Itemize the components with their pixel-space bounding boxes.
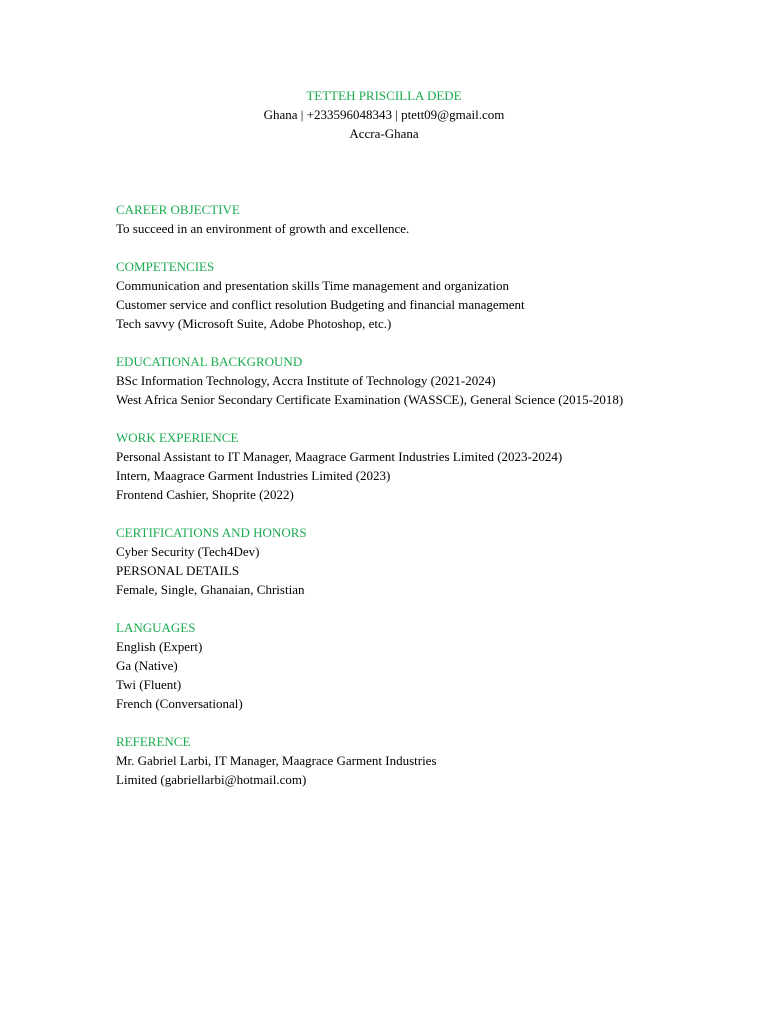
education-heading: EDUCATIONAL BACKGROUND: [116, 354, 303, 369]
education-line: BSc Information Technology, Accra Institute of Technology (2021-2024): [116, 373, 496, 388]
competency-line: Communication and presentation skills Time management and organization: [116, 278, 509, 293]
competencies-heading: COMPETENCIES: [116, 259, 215, 274]
work-experience-line: Frontend Cashier, Shoprite (2022): [116, 487, 294, 502]
work-experience-line: Intern, Maagrace Garment Industries Limited (2023): [116, 468, 391, 483]
certification-line: Cyber Security (Tech4Dev): [116, 544, 260, 559]
location-line: Accra-Ghana: [349, 126, 419, 141]
personal-details-heading: PERSONAL DETAILS: [116, 563, 240, 578]
work-experience-heading: WORK EXPERIENCE: [116, 430, 239, 445]
reference-line: Limited (gabriellarbi@hotmail.com): [116, 772, 307, 787]
personal-details-line: Female, Single, Ghanaian, Christian: [116, 582, 305, 597]
candidate-name: TETTEH PRISCILLA DEDE: [306, 88, 462, 103]
reference-heading: REFERENCE: [116, 734, 191, 749]
education-line: West Africa Senior Secondary Certificate Examination (WASSCE), General Science (2015-2018): [116, 392, 624, 407]
career-objective-text: To succeed in an environment of growth and excellence.: [116, 221, 410, 236]
language-item: English (Expert): [116, 639, 203, 654]
certifications-heading: CERTIFICATIONS AND HONORS: [116, 525, 307, 540]
competency-line: Tech savvy (Microsoft Suite, Adobe Photoshop, etc.): [116, 316, 392, 331]
language-item: Twi (Fluent): [116, 677, 182, 692]
work-experience-line: Personal Assistant to IT Manager, Maagrace Garment Industries Limited (2023-2024): [116, 449, 563, 464]
contact-line: Ghana | +233596048343 | ptett09@gmail.com: [263, 107, 505, 122]
reference-line: Mr. Gabriel Larbi, IT Manager, Maagrace Garment Industries: [116, 753, 437, 768]
competency-line: Customer service and conflict resolution Budgeting and financial management: [116, 297, 525, 312]
languages-heading: LANGUAGES: [116, 620, 196, 635]
language-item: French (Conversational): [116, 696, 243, 711]
language-item: Ga (Native): [116, 658, 178, 673]
career-objective-heading: CAREER OBJECTIVE: [116, 202, 240, 217]
